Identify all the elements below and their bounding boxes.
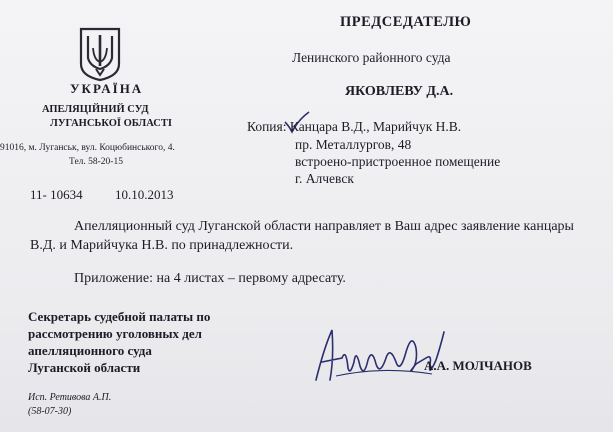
registration-date: 10.10.2013: [115, 187, 174, 202]
signer-position-line2: рассмотрению уголовных дел: [28, 326, 202, 341]
copy-recipients: Копия: Канцара В.Д., Марийчук Н.В.: [247, 119, 462, 134]
sender-address: 91016, м. Луганськ, вул. Коцюбинського, 4.: [0, 143, 175, 153]
executor-phone: (58-07-30): [28, 406, 72, 417]
country-title: УКРАЇНА: [70, 81, 144, 96]
court-name-line2: ЛУГАНСЬКОЇ ОБЛАСТІ: [50, 118, 172, 129]
signer-position-line3: апелляционного суда: [28, 343, 152, 358]
trident-emblem-icon: [78, 26, 122, 82]
addressee-title: ПРЕДСЕДАТЕЛЮ: [340, 14, 472, 30]
court-name-line1: АПЕЛЯЦІЙНИЙ СУД: [42, 104, 149, 115]
copy-address-street: пр. Металлургов, 48: [295, 137, 412, 152]
body-text-line2: В.Д. и Марийчука Н.В. по принадлежности.: [30, 238, 294, 253]
registration-number: 11- 10634: [30, 187, 83, 202]
handwritten-signature: [312, 318, 447, 390]
executor-name: Исп. Ретивова А.П.: [28, 392, 112, 403]
signer-name: А.А. МОЛЧАНОВ: [424, 358, 532, 373]
sender-phone: Тел. 58-20-15: [69, 157, 123, 167]
copy-address-city: г. Алчевск: [295, 171, 354, 186]
addressee-court: Ленинского районного суда: [292, 50, 451, 65]
signer-position-line4: Луганской области: [28, 360, 141, 375]
copy-address-premises: встроено-пристроенное помещение: [295, 154, 501, 169]
body-text-line1: Апелляционный суд Луганской области направляет в Ваш адрес заявление канцары: [74, 219, 574, 234]
signer-position-line1: Секретарь судебной палаты по: [28, 309, 211, 324]
addressee-name: ЯКОВЛЕВУ Д.А.: [345, 84, 454, 99]
attachment-note: Приложение: на 4 листах – первому адресату.: [74, 271, 346, 286]
